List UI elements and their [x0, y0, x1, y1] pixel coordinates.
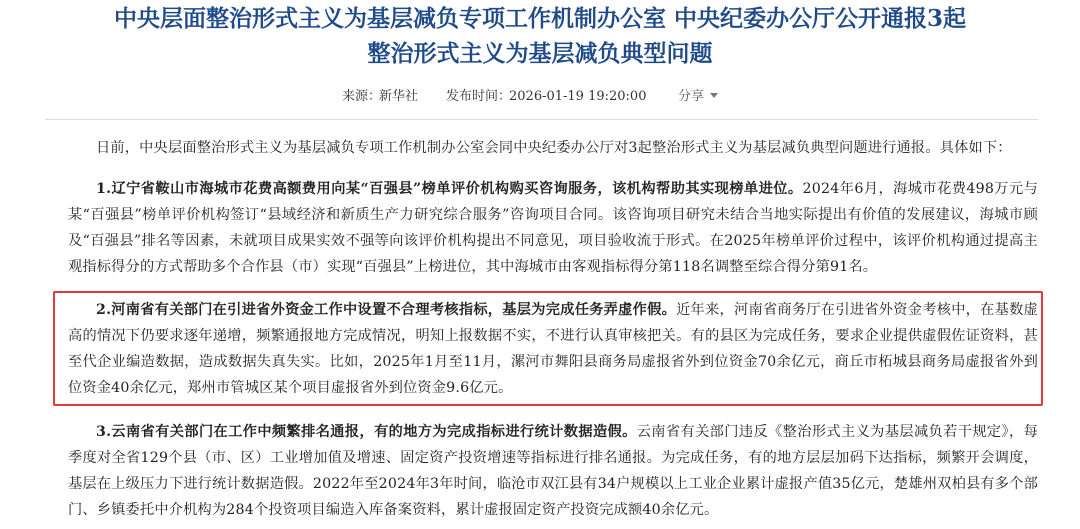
divider [45, 119, 1038, 120]
share-button[interactable] [678, 87, 718, 107]
source-label: 来源： [342, 89, 382, 104]
intro-paragraph: 日前，中央层面整治形式主义为基层减负专项工作机制办公室会同中央纪委办公厅对3起整治形式主义为基层减负典型问题进行通报。具体如下： [96, 140, 1012, 156]
publish-time-label: 发布时间： [446, 89, 512, 104]
case-body-1: 2024年6月，海城市花费498万元与某“百强县”榜单评价机构签订“县域经济和新质生产力研究综合服务”咨询项目合同。该咨询项目研究未结合当地实际提出有价值的发展建议，海城市顾及“百强县”排名等因素，未就项目成果实效不强等向该评价机构提出不同意见，项目验收流于形式。在2025年榜单评价过程中，该评价机构通过提高主观指标得分的方式帮助多个合作县（市）实现“百强县”上榜进位，其中海城市由客观指标得分第118名调整至综合得分第91名。 [68, 181, 1038, 275]
article-title-line-1: 中央层面整治形式主义为基层减负专项工作机制办公室 中央纪委办公厅公开通报3起 [113, 5, 966, 32]
publish-time-value: 2026-01-19 19:20:00 [509, 89, 647, 104]
case-heading-3: 3.云南省有关部门在工作中频繁排名通报，有的地方为完成指标进行统计数据造假。 [96, 424, 637, 440]
case-paragraph-2 [68, 297, 1038, 401]
chevron-down-icon [710, 93, 718, 98]
article-title-line-2: 整治形式主义为基层减负典型问题 [367, 40, 713, 67]
source-value: 新华社 [379, 89, 419, 104]
case-paragraph-3 [68, 419, 1038, 523]
case-heading-1: 1.辽宁省鞍山市海城市花费高额费用向某“百强县”榜单评价机构购买咨询服务，该机构帮助其实现榜单进位。 [96, 181, 803, 197]
case-body-3: 云南省有关部门违反《整治形式主义为基层减负若干规定》，每季度对全省129个县（市、区）工业增加值及增速、固定资产投资增速等指标进行排名通报。为完成任务，有的地方层层加码下达指标，频繁开会调度，基层在上级压力下进行统计数据造假。2022年至2024年3年时间，临沧市双江县有34户规模以上工业企业累计虚报产值35亿元，楚雄州双柏县有多个部门、乡镇委托中介机构为284个投资项目编造入库备案资料，累计虚报固定资产投资完成额40余亿元。 [68, 424, 1038, 518]
case-paragraph-1 [68, 176, 1038, 280]
share-label: 分享 [678, 89, 705, 104]
case-body-2: 近年来，河南省商务厅在引进省外资金考核中，在基数虚高的情况下仍要求逐年递增，频繁通报地方完成情况，明知上报数据不实，不进行认真审核把关。有的县区为完成任务，要求企业提供虚假佐证资料，甚至代企业编造数据，造成数据失真失实。比如，2025年1月至11月，漯河市舞阳县商务局虚报省外到位资金70余亿元，商丘市柘城县商务局虚报省外到位资金40余亿元，郑州市管城区某个项目虚报省外到位资金9.6亿元。 [68, 302, 1038, 396]
case-heading-2: 2.河南省有关部门在引进省外资金工作中设置不合理考核指标，基层为完成任务弄虚作假。 [96, 302, 677, 318]
